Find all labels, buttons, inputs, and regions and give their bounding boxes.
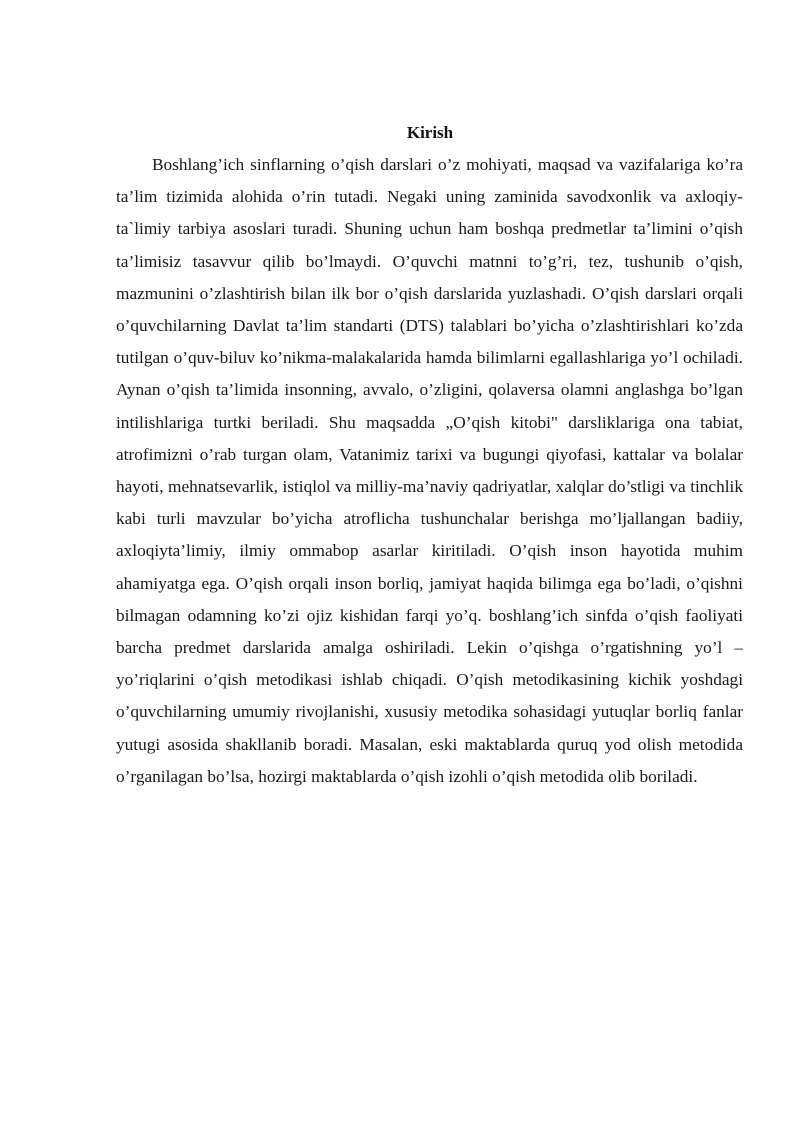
section-heading: Kirish [406,123,454,142]
body-paragraph: Boshlang’ich sinflarning o’qish darslari o’z mohiyati, maqsad va vazifalariga ko’ra ta’lim tizimida alohida o’rin tutadi. Negaki uning zaminida savodxonlik va axloqiy-ta`limiy tarbiya asoslari turadi. Shuning uchun ham boshqa predmetlar ta’limini o’qish ta’limisiz tasavvur qilib bo’lmaydi. O’quvchi matnni to’g’ri, tez, tushunib o’qish, mazmunini o’zlashtirish bilan ilk bor o’qish darslarida yuzlashadi. O’qish darslari orqali o’quvchilarning Davlat ta’lim standarti (DTS) talablari bo’yicha o’zlashtirishlari ko’zda tutilgan o’quv-biluv ko’nikma-malakalarida hamda bilimlarni egallashlariga yo’l ochiladi. Aynan o’qish ta’limida insonning, avvalo, o’zligini, qolaversa olamni anglashga bo’lgan intilishlariga turtki beriladi. Shu maqsadda „O’qish kitobi" darsliklariga ona tabiat, atrofimizni o’rab turgan olam, Vatanimiz tarixi va bugungi qiyofasi, kattalar va bolalar hayoti, mehnatsevarlik, istiqlol va milliy-ma’naviy qadriyatlar, xalqlar do’stligi va tinchlik kabi turli mavzular bo’yicha atroflicha tushunchalar berishga mo’ljallangan badiiy, axloqiyta’limiy, ilmiy ommabop asarlar kiritiladi. O’qish inson hayotida muhim ahamiyatga ega. O’qish orqali inson borliq, jamiyat haqida bilimga ega bo’ladi, o’qishni bilmagan odamning ko’zi ojiz kishidan farqi yo’q. boshlang’ich sinfda o’qish faoliyati barcha predmet darslarida amalga oshiriladi. Lekin o’qishga o’rgatishning yo’l – yo’riqlarini o’qish metodikasi ishlab chiqadi. O’qish metodikasining kichik yoshdagi o’quvchilarning umumiy rivojlanishi, xususiy metodika sohasidagi yutuqlar borliq fanlar yutugi asosida shakllanib boradi. Masalan, eski maktablarda quruq yod olish metodida o’rganilagan bo’lsa, hozirgi maktablarda o’qish izohli o’qish metodida olib boriladi. [116,155,743,786]
